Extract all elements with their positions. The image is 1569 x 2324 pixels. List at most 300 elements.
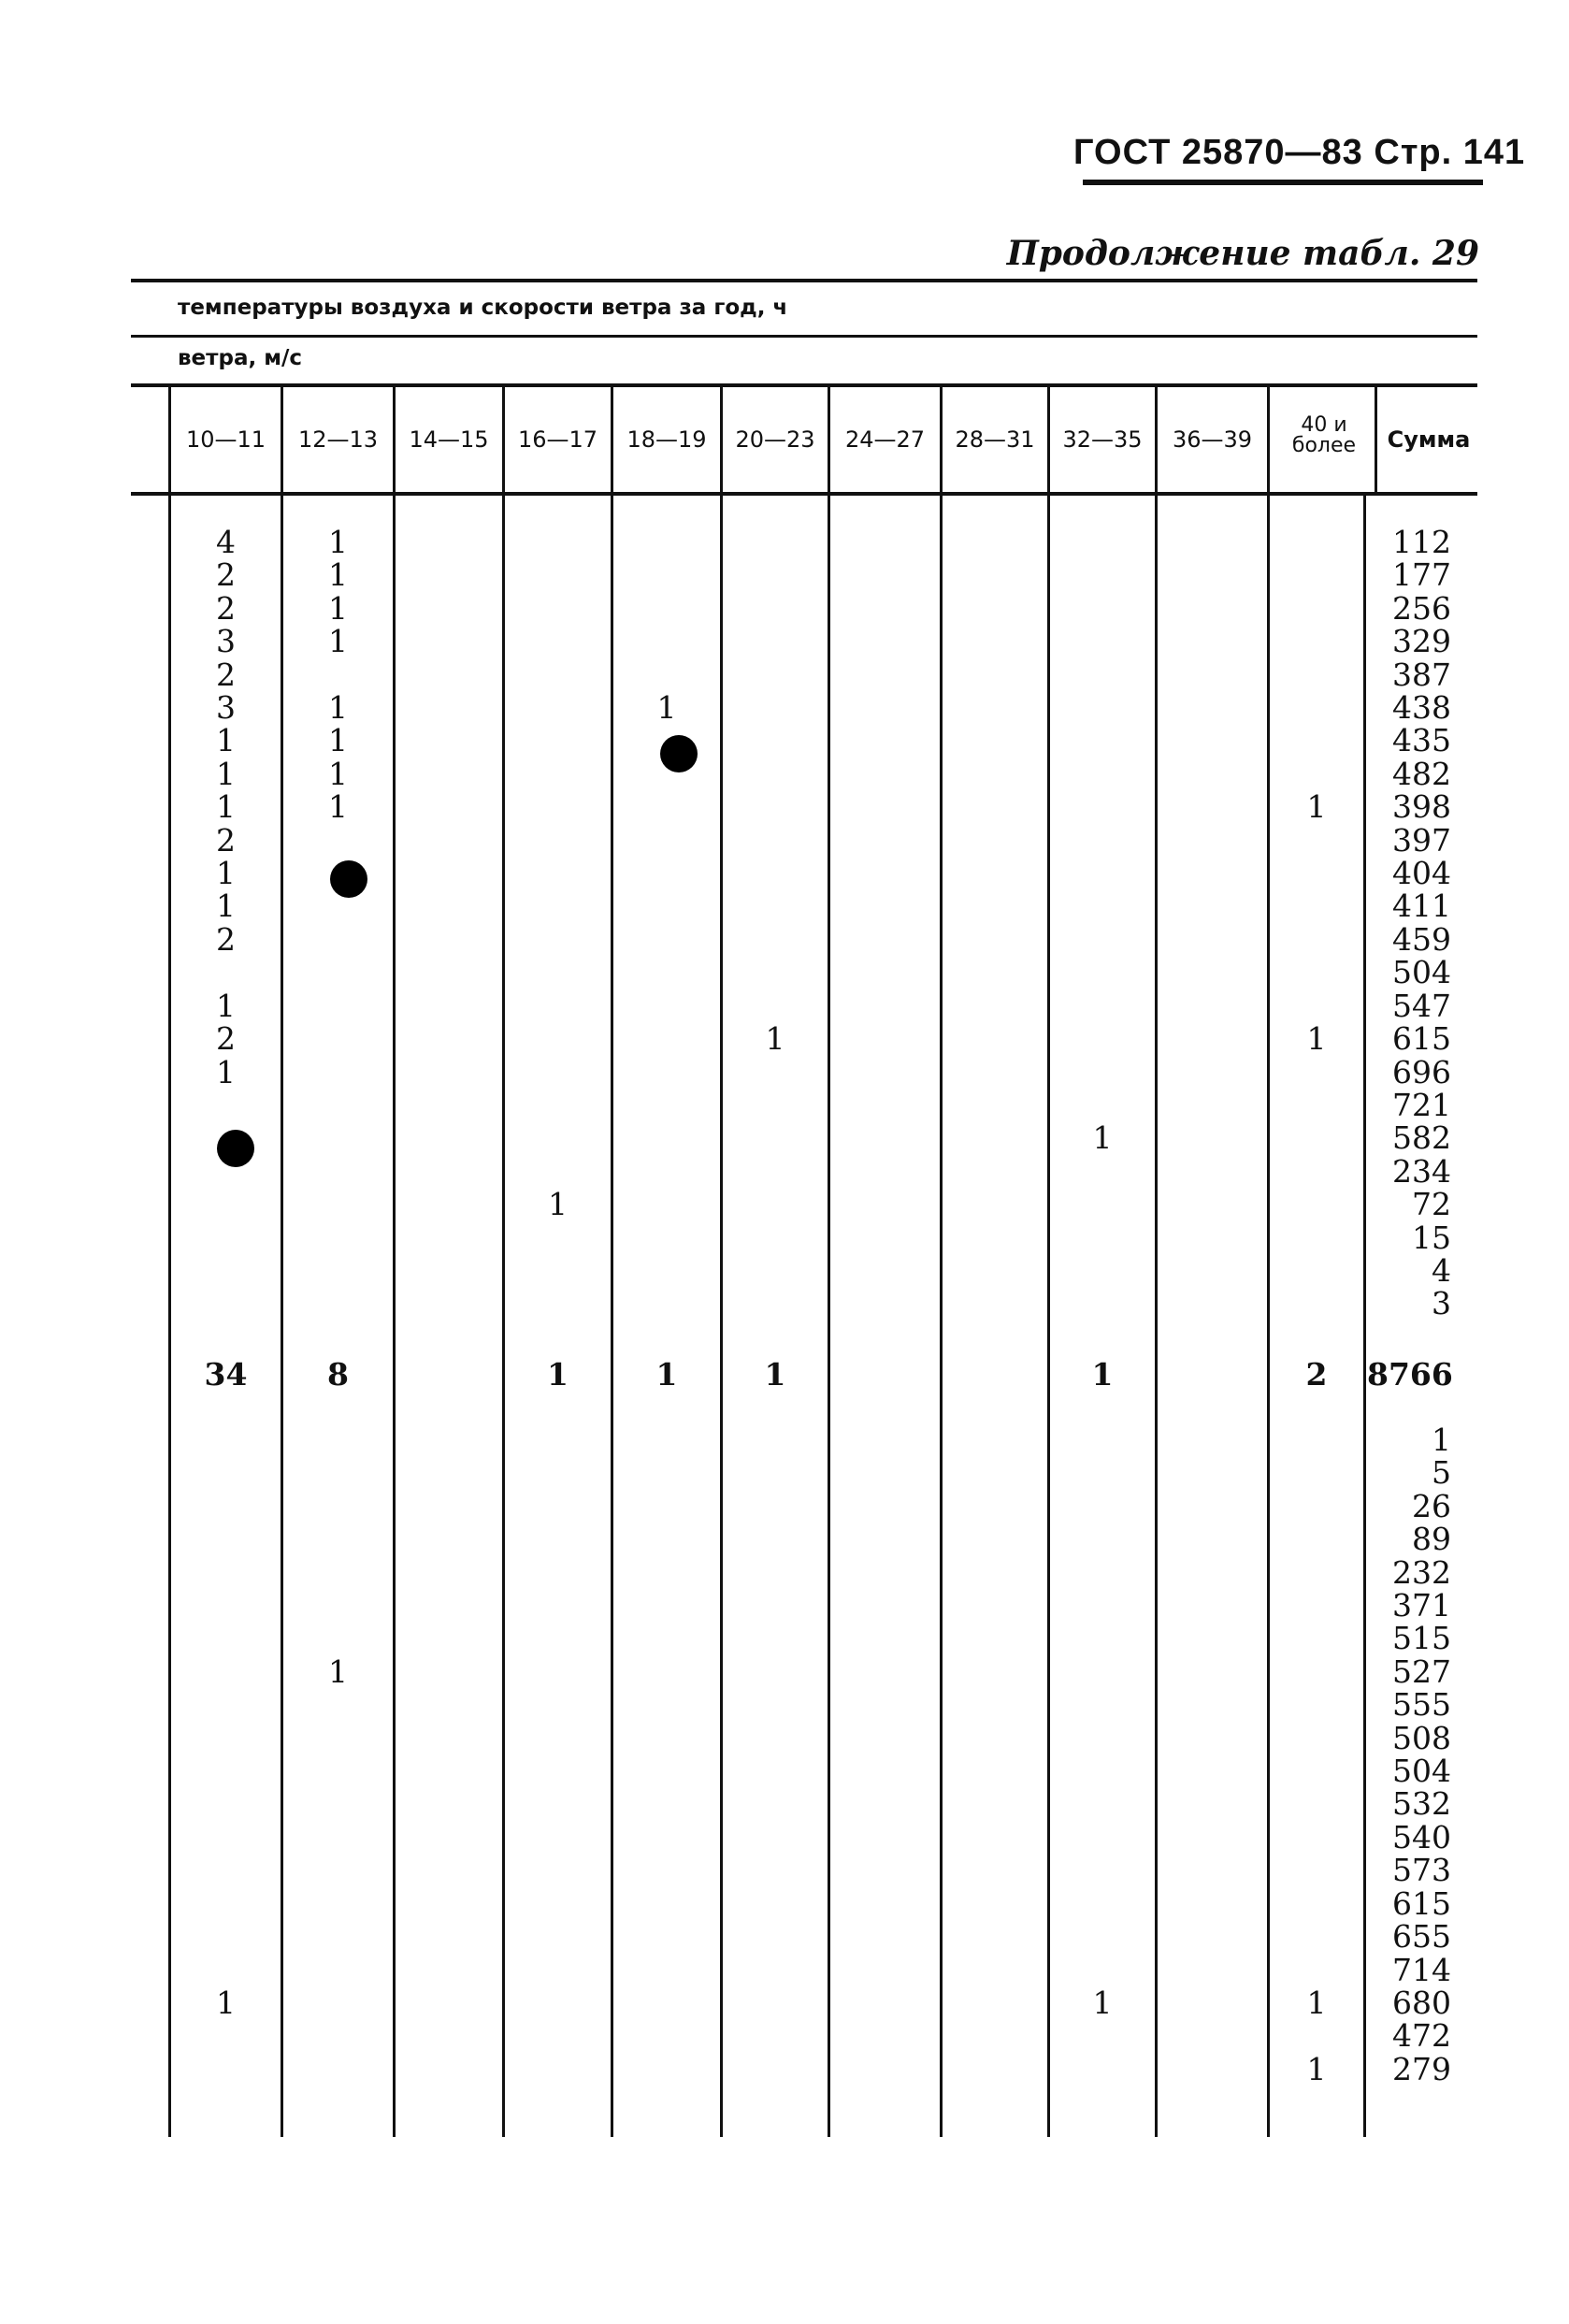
table-cell: [283, 1821, 393, 1854]
table-cell: [171, 1490, 281, 1523]
table-cell: [1270, 1456, 1363, 1489]
table-cell: 615: [1392, 1020, 1451, 1058]
table-cell: [171, 1188, 281, 1220]
column-header: 24—27: [844, 426, 926, 453]
table-cell: [1270, 1056, 1363, 1089]
table-cell: [1050, 658, 1155, 691]
table-cell: [1050, 1589, 1155, 1622]
table-cell: [1270, 558, 1363, 591]
table-cell: [613, 1022, 720, 1055]
table-cell: [613, 1287, 720, 1320]
total-20-23: 1: [764, 1356, 786, 1393]
table-cell: [505, 1121, 611, 1154]
table-cell: [613, 1188, 720, 1220]
table-cell: [505, 526, 611, 558]
table-cell: [1050, 1089, 1155, 1121]
table-cell: [283, 1089, 393, 1121]
table-cell: [1050, 1221, 1155, 1254]
table-cell: [1050, 625, 1155, 657]
body-divider-6: [828, 496, 830, 2137]
table-cell: [613, 1155, 720, 1188]
page-number: Стр. 141: [1374, 133, 1526, 172]
table-cell: 1: [1432, 1422, 1451, 1458]
table-cell: [613, 1254, 720, 1287]
table-cell: 555: [1392, 1686, 1451, 1724]
table-cell: 721: [1392, 1086, 1451, 1123]
col-40-values-2: [1270, 1423, 1363, 2086]
table-cell: 1: [328, 589, 348, 627]
column-header: 14—15: [409, 426, 489, 453]
table-cell: [283, 1589, 393, 1622]
table-cell: [171, 1089, 281, 1121]
table-cell: 1: [328, 1653, 348, 1690]
table-cell: [1050, 2019, 1155, 2052]
total-40: 2: [1305, 1356, 1328, 1393]
table-cell: [723, 1056, 828, 1089]
table-cell: [505, 625, 611, 657]
table-cell: 504: [1392, 954, 1451, 991]
table-cell: 1: [1306, 2050, 1327, 2087]
table-cell: [613, 526, 720, 558]
table-cell: [723, 1221, 828, 1254]
table-cell: [1050, 1287, 1155, 1320]
table-cell: 459: [1392, 920, 1451, 958]
table-cell: 1: [328, 689, 348, 727]
table-cell: [723, 724, 828, 757]
table-cell: [283, 1155, 393, 1188]
table-cell: [171, 1688, 281, 1721]
table-cell: [613, 857, 720, 889]
table-cell: [613, 1121, 720, 1154]
table-cell: [723, 691, 828, 724]
col-20-23-values: [723, 526, 828, 1321]
column-header: 18—19: [626, 426, 707, 453]
table-cell: [283, 1854, 393, 1886]
table-cell: 1: [548, 1186, 568, 1223]
table-caption-line2: ветра, м/с: [178, 346, 303, 370]
table-continuation-label: Продолжение табл. 29: [1006, 234, 1479, 273]
table-cell: 1: [1306, 1984, 1327, 2021]
table-cell: 371: [1392, 1587, 1451, 1624]
table-cell: [1270, 625, 1363, 657]
table-cell: [723, 1089, 828, 1121]
total-16-17: 1: [547, 1356, 569, 1393]
table-cell: [1270, 1655, 1363, 1688]
table-cell: [171, 1954, 281, 1986]
table-cell: [505, 1254, 611, 1287]
table-cell: [723, 1121, 828, 1154]
table-cell: [283, 1456, 393, 1489]
table-cell: [505, 1089, 611, 1121]
table-cell: [283, 1287, 393, 1320]
table-cell: [283, 1622, 393, 1654]
table-cell: [283, 1188, 393, 1220]
table-cell: [283, 1787, 393, 1820]
body-divider-7: [940, 496, 943, 2137]
table-cell: [1050, 1490, 1155, 1523]
table-cell: [171, 1854, 281, 1886]
total-sum: 8766: [1367, 1356, 1453, 1393]
table-cell: 387: [1392, 656, 1451, 693]
table-cell: [1050, 790, 1155, 823]
table-cell: [171, 1254, 281, 1287]
table-cell: 2: [216, 1020, 236, 1058]
table-cell: [1270, 1287, 1363, 1320]
column-header: 36—39: [1172, 426, 1253, 453]
col-32-35-values-2: [1050, 1423, 1155, 2086]
table-cell: 1: [328, 755, 348, 792]
col-18-19-values: [613, 526, 720, 1321]
table-cell: 72: [1412, 1186, 1451, 1223]
standard-number: ГОСТ 25870—83: [1073, 133, 1363, 172]
table-cell: 515: [1392, 1620, 1451, 1657]
table-cell: 714: [1392, 1951, 1451, 1988]
table-cell: [171, 1221, 281, 1254]
table-cell: [613, 1056, 720, 1089]
filled-circle-mark: [217, 1130, 254, 1167]
table-cell: 1: [1306, 1020, 1327, 1058]
table-cell: [283, 2019, 393, 2052]
column-header: 28—31: [955, 426, 1035, 453]
table-cell: [1050, 857, 1155, 889]
table-cell: [1270, 526, 1363, 558]
column-header: 20—23: [735, 426, 815, 453]
table-cell: [283, 2053, 393, 2086]
table-cell: [1270, 1688, 1363, 1721]
table-cell: [1050, 1456, 1155, 1489]
body-divider-2: [393, 496, 396, 2137]
table-cell: 1: [656, 689, 677, 727]
table-cell: 696: [1392, 1053, 1451, 1090]
table-cell: [283, 1022, 393, 1055]
column-header: 10—11: [185, 426, 266, 453]
table-cell: [723, 1287, 828, 1320]
table-cell: 615: [1392, 1884, 1451, 1922]
table-cell: 472: [1392, 2017, 1451, 2055]
table-cell: 547: [1392, 987, 1451, 1024]
table-cell: [171, 1787, 281, 1820]
table-cell: [723, 824, 828, 857]
table-cell: [283, 1986, 393, 2019]
table-cell: 2: [216, 589, 236, 627]
table-cell: [1270, 824, 1363, 857]
table-cell: 398: [1392, 788, 1451, 826]
table-cell: [283, 1754, 393, 1787]
table-cell: [283, 1221, 393, 1254]
table-cell: [613, 790, 720, 823]
table-cell: [1270, 1556, 1363, 1589]
table-cell: 411: [1392, 888, 1451, 925]
table-cell: [505, 1056, 611, 1089]
table-cell: [1270, 1254, 1363, 1287]
column-header: 40 и более: [1291, 413, 1357, 457]
table-cell: [723, 857, 828, 889]
table-cell: [723, 923, 828, 956]
table-cell: 438: [1392, 689, 1451, 727]
table-cell: [1050, 592, 1155, 625]
table-cell: [1270, 1523, 1363, 1555]
table-cell: 1: [1306, 788, 1327, 826]
table-cell: 482: [1392, 755, 1451, 792]
table-cell: 5: [1432, 1454, 1451, 1492]
table-cell: [1270, 724, 1363, 757]
table-cell: 177: [1392, 556, 1451, 594]
table-cell: [505, 558, 611, 591]
table-cell: 1: [328, 556, 348, 594]
table-cell: [505, 989, 611, 1022]
table-cell: [1270, 857, 1363, 889]
table-cell: [1050, 889, 1155, 922]
table-cell: 508: [1392, 1719, 1451, 1756]
table-cell: [1270, 1787, 1363, 1820]
table-cell: [505, 824, 611, 857]
col-12-13-values: [283, 526, 393, 1321]
caption-rule-1: [131, 335, 1477, 338]
table-cell: [1050, 758, 1155, 790]
table-cell: [171, 2019, 281, 2052]
table-cell: [505, 1022, 611, 1055]
table-cell: [723, 625, 828, 657]
table-cell: [1270, 1887, 1363, 1920]
table-cell: [171, 1754, 281, 1787]
table-cell: [1050, 1688, 1155, 1721]
table-cell: [283, 1523, 393, 1555]
table-cell: [171, 1887, 281, 1920]
header-rule: [1083, 180, 1483, 185]
table-cell: [1270, 1089, 1363, 1121]
table-cell: 1: [1092, 1119, 1113, 1157]
table-cell: [723, 592, 828, 625]
table-cell: 112: [1392, 524, 1451, 560]
table-cell: [505, 956, 611, 989]
table-cell: [283, 1887, 393, 1920]
table-cell: 2: [216, 821, 236, 859]
table-cell: [723, 790, 828, 823]
table-cell: [1270, 1920, 1363, 1953]
table-cell: [283, 989, 393, 1022]
table-cell: [283, 1954, 393, 1986]
table-cell: [505, 889, 611, 922]
table-cell: [1050, 1622, 1155, 1654]
table-cell: [1270, 2019, 1363, 2052]
table-cell: [723, 658, 828, 691]
table-cell: 15: [1412, 1219, 1451, 1256]
table-cell: [171, 1423, 281, 1456]
table-cell: [1050, 1556, 1155, 1589]
total-18-19: 1: [655, 1356, 678, 1393]
table-cell: [1270, 1589, 1363, 1622]
table-cell: [1050, 1887, 1155, 1920]
table-cell: [613, 658, 720, 691]
table-cell: [1270, 1155, 1363, 1188]
table-cell: 1: [328, 623, 348, 660]
table-cell: [1050, 2053, 1155, 2086]
table-cell: [1050, 1754, 1155, 1787]
table-cell: 3: [1432, 1285, 1451, 1322]
total-10-11: 34: [204, 1356, 248, 1393]
table-cell: [1270, 592, 1363, 625]
table-cell: [723, 889, 828, 922]
table-cell: [505, 592, 611, 625]
table-cell: [1270, 923, 1363, 956]
table-cell: [613, 625, 720, 657]
table-cell: [1270, 1954, 1363, 1986]
table-cell: [171, 1655, 281, 1688]
table-cell: 397: [1392, 821, 1451, 859]
table-cell: 1: [216, 987, 236, 1024]
table-cell: [1270, 1490, 1363, 1523]
table-cell: [283, 1920, 393, 1953]
table-cell: 279: [1392, 2050, 1451, 2087]
col-sum-values: [1367, 526, 1451, 1321]
table-cell: [1050, 1787, 1155, 1820]
table-cell: [171, 1622, 281, 1654]
body-divider-9: [1155, 496, 1158, 2137]
table-cell: [1050, 1821, 1155, 1854]
filled-circle-mark: [660, 735, 698, 772]
table-cell: [723, 956, 828, 989]
body-divider-11: [1363, 496, 1366, 2137]
table-cell: 504: [1392, 1753, 1451, 1790]
table-cell: 1: [216, 788, 236, 826]
table-cell: [613, 989, 720, 1022]
table-cell: [505, 658, 611, 691]
table-cell: [505, 790, 611, 823]
table-cell: [1050, 1722, 1155, 1754]
table-cell: 234: [1392, 1152, 1451, 1190]
table-cell: 1: [216, 1984, 236, 2021]
table-cell: [1270, 1121, 1363, 1154]
table-cell: [1050, 1155, 1155, 1188]
table-cell: [283, 923, 393, 956]
table-cell: [1270, 1622, 1363, 1654]
table-cell: [1050, 824, 1155, 857]
table-cell: [723, 989, 828, 1022]
table-cell: [1050, 1954, 1155, 1986]
table-cell: [505, 857, 611, 889]
table-cell: 232: [1392, 1553, 1451, 1591]
table-cell: [1270, 889, 1363, 922]
table-cell: [283, 1688, 393, 1721]
table-cell: 1: [216, 1053, 236, 1090]
table-cell: 655: [1392, 1918, 1451, 1956]
table-cell: 532: [1392, 1785, 1451, 1823]
table-cell: [171, 1821, 281, 1854]
table-cell: [171, 1722, 281, 1754]
table-cell: [613, 923, 720, 956]
table-cell: [1270, 989, 1363, 1022]
table-cell: 3: [216, 689, 236, 727]
table-cell: [1270, 1221, 1363, 1254]
table-cell: 1: [216, 855, 236, 892]
total-12-13: 8: [327, 1356, 349, 1393]
table-cell: 4: [1432, 1251, 1451, 1289]
table-cell: 4: [216, 524, 236, 560]
table-cell: 89: [1412, 1521, 1451, 1558]
table-cell: [171, 1287, 281, 1320]
table-cell: [1270, 1188, 1363, 1220]
table-cell: [283, 1556, 393, 1589]
table-cell: 573: [1392, 1852, 1451, 1889]
table-cell: [1270, 1722, 1363, 1754]
table-cell: [1050, 1523, 1155, 1555]
caption-rule-2: [131, 383, 1477, 387]
col-32-35-values: [1050, 526, 1155, 1321]
table-cell: [171, 956, 281, 989]
table-cell: [505, 923, 611, 956]
table-cell: [283, 824, 393, 857]
table-cell: [1050, 1655, 1155, 1688]
table-cell: [505, 1221, 611, 1254]
table-cell: 3: [216, 623, 236, 660]
table-cell: 329: [1392, 623, 1451, 660]
table-cell: [171, 1556, 281, 1589]
table-cell: [1050, 1254, 1155, 1287]
table-cell: [283, 658, 393, 691]
table-cell: [283, 1423, 393, 1456]
table-cell: [1050, 1022, 1155, 1055]
table-cell: 527: [1392, 1653, 1451, 1690]
filled-circle-mark: [330, 860, 367, 898]
table-cell: [171, 1589, 281, 1622]
table-cell: 2: [216, 556, 236, 594]
table-cell: [1270, 1854, 1363, 1886]
table-cell: [613, 558, 720, 591]
table-cell: 26: [1412, 1487, 1451, 1524]
table-cell: [1270, 758, 1363, 790]
table-cell: 1: [328, 788, 348, 826]
col-divider-10: [1267, 385, 1270, 492]
table-cell: [1050, 956, 1155, 989]
table-cell: [723, 758, 828, 790]
table-cell: 2: [216, 920, 236, 958]
table-cell: [723, 1254, 828, 1287]
table-cell: [613, 824, 720, 857]
table-cell: 1: [216, 722, 236, 759]
table-cell: [613, 592, 720, 625]
page-header: [1073, 133, 1525, 173]
table-top-rule: [131, 279, 1477, 282]
col-16-17-values: [505, 526, 611, 1321]
table-cell: [1050, 1423, 1155, 1456]
table-cell: [723, 1155, 828, 1188]
table-cell: [1050, 989, 1155, 1022]
table-cell: 256: [1392, 589, 1451, 627]
column-header: 16—17: [517, 426, 598, 453]
table-cell: 435: [1392, 722, 1451, 759]
table-cell: [505, 691, 611, 724]
table-cell: [283, 1056, 393, 1089]
table-cell: [505, 724, 611, 757]
column-header-rule: [131, 492, 1477, 496]
table-cell: 540: [1392, 1818, 1451, 1855]
table-cell: [505, 1287, 611, 1320]
col-sum-values-2: [1367, 1423, 1451, 2086]
table-cell: 1: [216, 755, 236, 792]
table-cell: [1050, 691, 1155, 724]
table-cell: [613, 1221, 720, 1254]
table-cell: [1050, 558, 1155, 591]
table-cell: [1050, 1188, 1155, 1220]
table-cell: 1: [328, 722, 348, 759]
table-cell: [505, 758, 611, 790]
table-cell: 582: [1392, 1119, 1451, 1157]
table-cell: [613, 956, 720, 989]
table-cell: [723, 526, 828, 558]
table-cell: [283, 1490, 393, 1523]
table-cell: 680: [1392, 1984, 1451, 2021]
table-cell: [1270, 1754, 1363, 1787]
